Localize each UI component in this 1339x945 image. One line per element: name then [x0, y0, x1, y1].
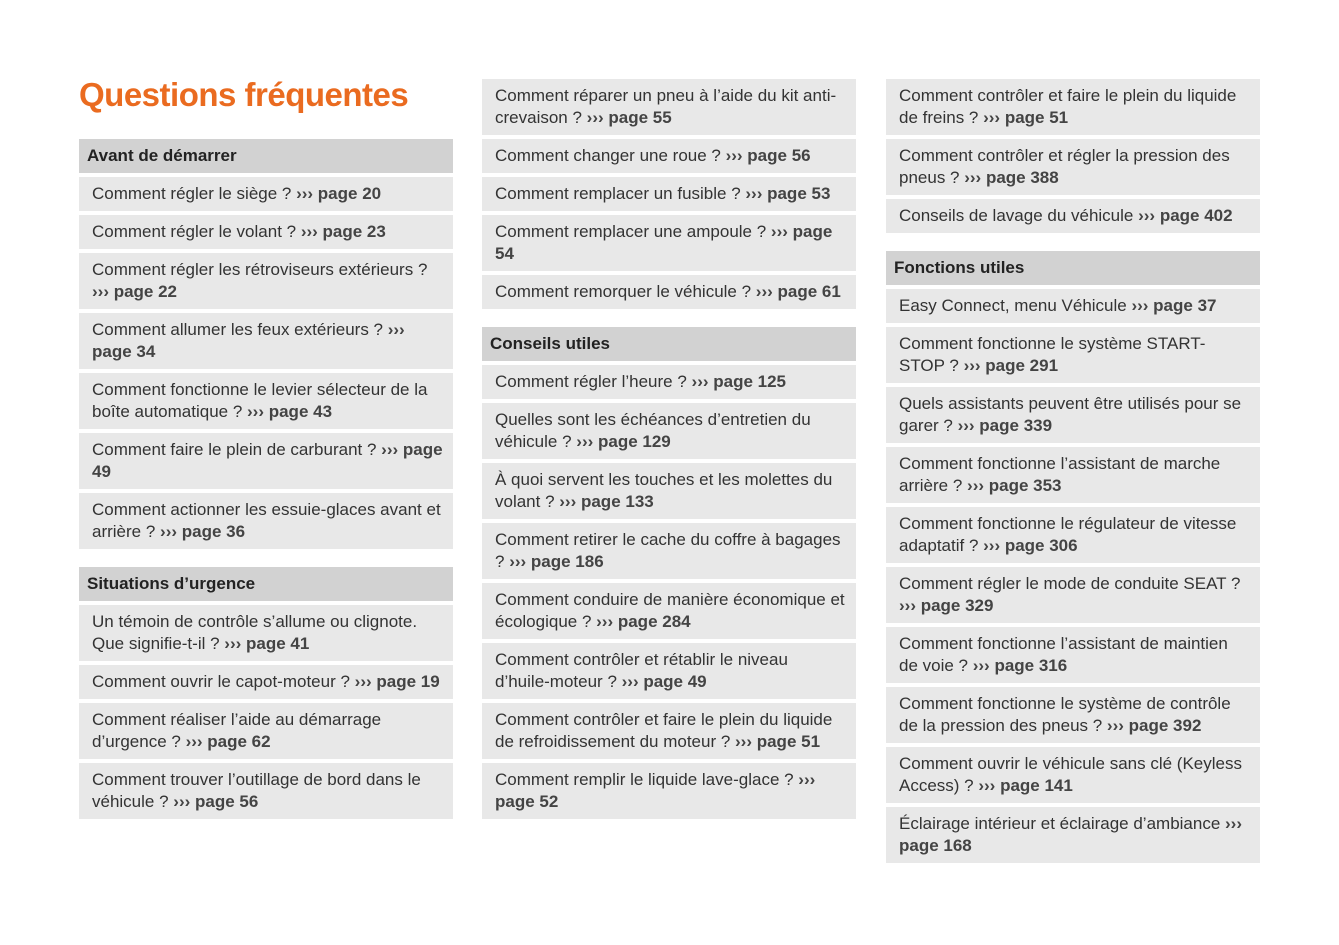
page-reference-link[interactable]: ››› page 388 — [964, 168, 1059, 187]
page-reference-link[interactable]: ››› page 353 — [967, 476, 1062, 495]
page-reference-link[interactable]: ››› page 56 — [725, 146, 811, 165]
page-reference-link[interactable]: ››› page 43 — [247, 402, 333, 421]
page-reference-link[interactable]: ››› page 392 — [1106, 716, 1202, 735]
page-reference-link[interactable]: ››› page 168 — [899, 814, 1242, 855]
faq-question: Comment conduire de manière économique et écologique ? — [495, 590, 845, 631]
faq-question: Comment remplir le liquide lave-glace ? — [495, 770, 799, 789]
faq-question: Quels assistants peuvent être utilisés pour se garer ? — [899, 394, 1242, 435]
faq-question: À quoi servent les touches et les molettes du volant ? — [495, 470, 833, 511]
faq-question: Comment ouvrir le capot-moteur ? — [92, 672, 355, 691]
faq-entry[interactable] — [79, 215, 453, 249]
page-reference-link[interactable]: ››› page 62 — [185, 732, 271, 751]
faq-question: Comment régler le siège ? — [92, 184, 297, 203]
page-reference-link[interactable]: ››› page 291 — [963, 356, 1059, 375]
faq-question: Comment contrôler et régler la pression des pneus ? — [899, 146, 1230, 187]
faq-question: Comment fonctionne le levier sélecteur de la boîte automatique ? — [92, 380, 428, 421]
faq-question: Quelles sont les échéances d’entretien du véhicule ? — [495, 410, 811, 451]
page-reference-link[interactable]: ››› page 51 — [983, 108, 1069, 127]
faq-entry[interactable] — [482, 523, 856, 579]
page-reference-link[interactable]: ››› page 49 — [621, 672, 707, 691]
faq-question: Comment régler le volant ? — [92, 222, 301, 241]
page-reference-link[interactable]: ››› page 141 — [978, 776, 1073, 795]
page-reference-link[interactable]: ››› page 36 — [160, 522, 246, 541]
faq-question: Comment remplacer une ampoule ? — [495, 222, 771, 241]
faq-entry[interactable] — [886, 807, 1260, 863]
faq-entry[interactable] — [482, 79, 856, 135]
page-reference-link[interactable]: ››› page 41 — [224, 634, 310, 653]
page-reference-link[interactable]: ››› page 53 — [745, 184, 831, 203]
faq-entry[interactable] — [886, 139, 1260, 195]
faq-entry[interactable] — [79, 177, 453, 211]
faq-entry[interactable] — [482, 177, 856, 211]
page-reference-link[interactable]: ››› page 20 — [296, 184, 382, 203]
section-heading: Avant de démarrer — [79, 139, 453, 173]
page-reference-link[interactable]: ››› page 54 — [495, 222, 833, 263]
faq-question: Comment ouvrir le véhicule sans clé (Keyless Access) ? — [899, 754, 1242, 795]
section-heading: Conseils utiles — [482, 327, 856, 361]
page-reference-link[interactable]: ››› page 49 — [92, 440, 443, 481]
faq-entry[interactable] — [886, 327, 1260, 383]
faq-entry[interactable] — [886, 567, 1260, 623]
faq-entry[interactable] — [79, 493, 453, 549]
faq-question: Comment régler l’heure ? — [495, 372, 692, 391]
faq-question: Comment contrôler et faire le plein du liquide de freins ? — [899, 86, 1237, 127]
faq-question: Comment changer une roue ? — [495, 146, 726, 165]
page-reference-link[interactable]: ››› page 61 — [755, 282, 841, 301]
faq-question: Comment actionner les essuie-glaces avant et arrière ? — [92, 500, 441, 541]
faq-column-3 — [886, 79, 1260, 867]
faq-column-2 — [482, 79, 856, 823]
page-reference-link[interactable]: ››› page 316 — [972, 656, 1068, 675]
page-reference-link[interactable]: ››› page 306 — [983, 536, 1078, 555]
faq-entry[interactable] — [482, 275, 856, 309]
section-gap — [482, 313, 856, 327]
faq-entry[interactable] — [886, 199, 1260, 233]
faq-entry[interactable] — [79, 253, 453, 309]
page-reference-link[interactable]: ››› page 402 — [1138, 206, 1233, 225]
faq-entry[interactable] — [886, 507, 1260, 563]
page-reference-link[interactable]: ››› page 284 — [596, 612, 691, 631]
faq-question: Comment fonctionne le régulateur de vitesse adaptatif ? — [899, 514, 1237, 555]
faq-entry[interactable] — [482, 643, 856, 699]
section-heading: Fonctions utiles — [886, 251, 1260, 285]
faq-entry[interactable] — [886, 447, 1260, 503]
faq-entry[interactable] — [886, 747, 1260, 803]
faq-entry[interactable] — [79, 763, 453, 819]
faq-question: Un témoin de contrôle s’allume ou clignote. Que signifie-t-il ? — [92, 612, 418, 653]
section-heading: Situations d’urgence — [79, 567, 453, 601]
faq-question: Comment faire le plein de carburant ? — [92, 440, 382, 459]
page-reference-link[interactable]: ››› page 186 — [509, 552, 604, 571]
faq-question: Comment fonctionne l’assistant de marche arrière ? — [899, 454, 1221, 495]
page-reference-link[interactable]: ››› page 339 — [957, 416, 1053, 435]
faq-question: Comment retirer le cache du coffre à bagages ? — [495, 530, 841, 571]
faq-question: Comment fonctionne l’assistant de maintien de voie ? — [899, 634, 1228, 675]
page-reference-link[interactable]: ››› page 51 — [735, 732, 821, 751]
section-gap — [886, 237, 1260, 251]
faq-question: Comment réparer un pneu à l’aide du kit anti-crevaison ? — [495, 86, 837, 127]
faq-question: Easy Connect, menu Véhicule — [899, 296, 1132, 315]
faq-entry[interactable] — [886, 289, 1260, 323]
page-reference-link[interactable]: ››› page 55 — [586, 108, 672, 127]
page-reference-link[interactable]: ››› page 37 — [1131, 296, 1217, 315]
faq-entry[interactable] — [482, 215, 856, 271]
faq-entry[interactable] — [482, 703, 856, 759]
page-reference-link[interactable]: ››› page 56 — [173, 792, 259, 811]
faq-question: Comment remorquer le véhicule ? — [495, 282, 756, 301]
faq-question: Comment contrôler et faire le plein du liquide de refroidissement du moteur ? — [495, 710, 833, 751]
faq-column-1 — [79, 139, 453, 823]
faq-question: Comment fonctionne le système de contrôle de la pression des pneus ? — [899, 694, 1231, 735]
page-reference-link[interactable]: ››› page 133 — [559, 492, 654, 511]
faq-entry[interactable] — [886, 627, 1260, 683]
faq-question: Comment régler le mode de conduite SEAT ? — [899, 574, 1241, 593]
faq-entry[interactable] — [79, 605, 453, 661]
faq-entry[interactable] — [79, 433, 453, 489]
faq-question: Comment fonctionne le système START-STOP ? — [899, 334, 1206, 375]
faq-question: Comment allumer les feux extérieurs ? — [92, 320, 388, 339]
page-reference-link[interactable]: ››› page 22 — [92, 282, 178, 301]
page-title: Questions fréquentes — [79, 76, 409, 113]
section-gap — [79, 553, 453, 567]
page-reference-link[interactable]: ››› page 329 — [899, 596, 994, 615]
faq-question: Éclairage intérieur et éclairage d’ambiance — [899, 814, 1226, 833]
page-reference-link[interactable]: ››› page 129 — [576, 432, 671, 451]
faq-entry[interactable] — [79, 703, 453, 759]
faq-entry[interactable] — [886, 687, 1260, 743]
faq-entry[interactable] — [482, 763, 856, 819]
faq-entry[interactable] — [482, 139, 856, 173]
faq-entry[interactable] — [79, 313, 453, 369]
faq-entry[interactable] — [79, 665, 453, 699]
page-reference-link[interactable]: ››› page 19 — [354, 672, 440, 691]
faq-question: Comment remplacer un fusible ? — [495, 184, 746, 203]
page-reference-link[interactable]: ››› page 125 — [691, 372, 787, 391]
faq-entry[interactable] — [886, 387, 1260, 443]
faq-entry[interactable] — [482, 403, 856, 459]
faq-entry[interactable] — [482, 365, 856, 399]
faq-question: Conseils de lavage du véhicule — [899, 206, 1139, 225]
faq-entry[interactable] — [482, 463, 856, 519]
page-reference-link[interactable]: ››› page 23 — [300, 222, 386, 241]
faq-entry[interactable] — [79, 373, 453, 429]
faq-question: Comment trouver l’outillage de bord dans le véhicule ? — [92, 770, 421, 811]
faq-entry[interactable] — [482, 583, 856, 639]
page-reference-link[interactable]: ››› page 52 — [495, 770, 816, 811]
faq-question: Comment contrôler et rétablir le niveau d’huile-moteur ? — [495, 650, 788, 691]
page-reference-link[interactable]: ››› page 34 — [92, 320, 405, 361]
faq-entry[interactable] — [886, 79, 1260, 135]
faq-question: Comment régler les rétroviseurs extérieurs ? — [92, 260, 428, 279]
faq-question: Comment réaliser l’aide au démarrage d’urgence ? — [92, 710, 382, 751]
